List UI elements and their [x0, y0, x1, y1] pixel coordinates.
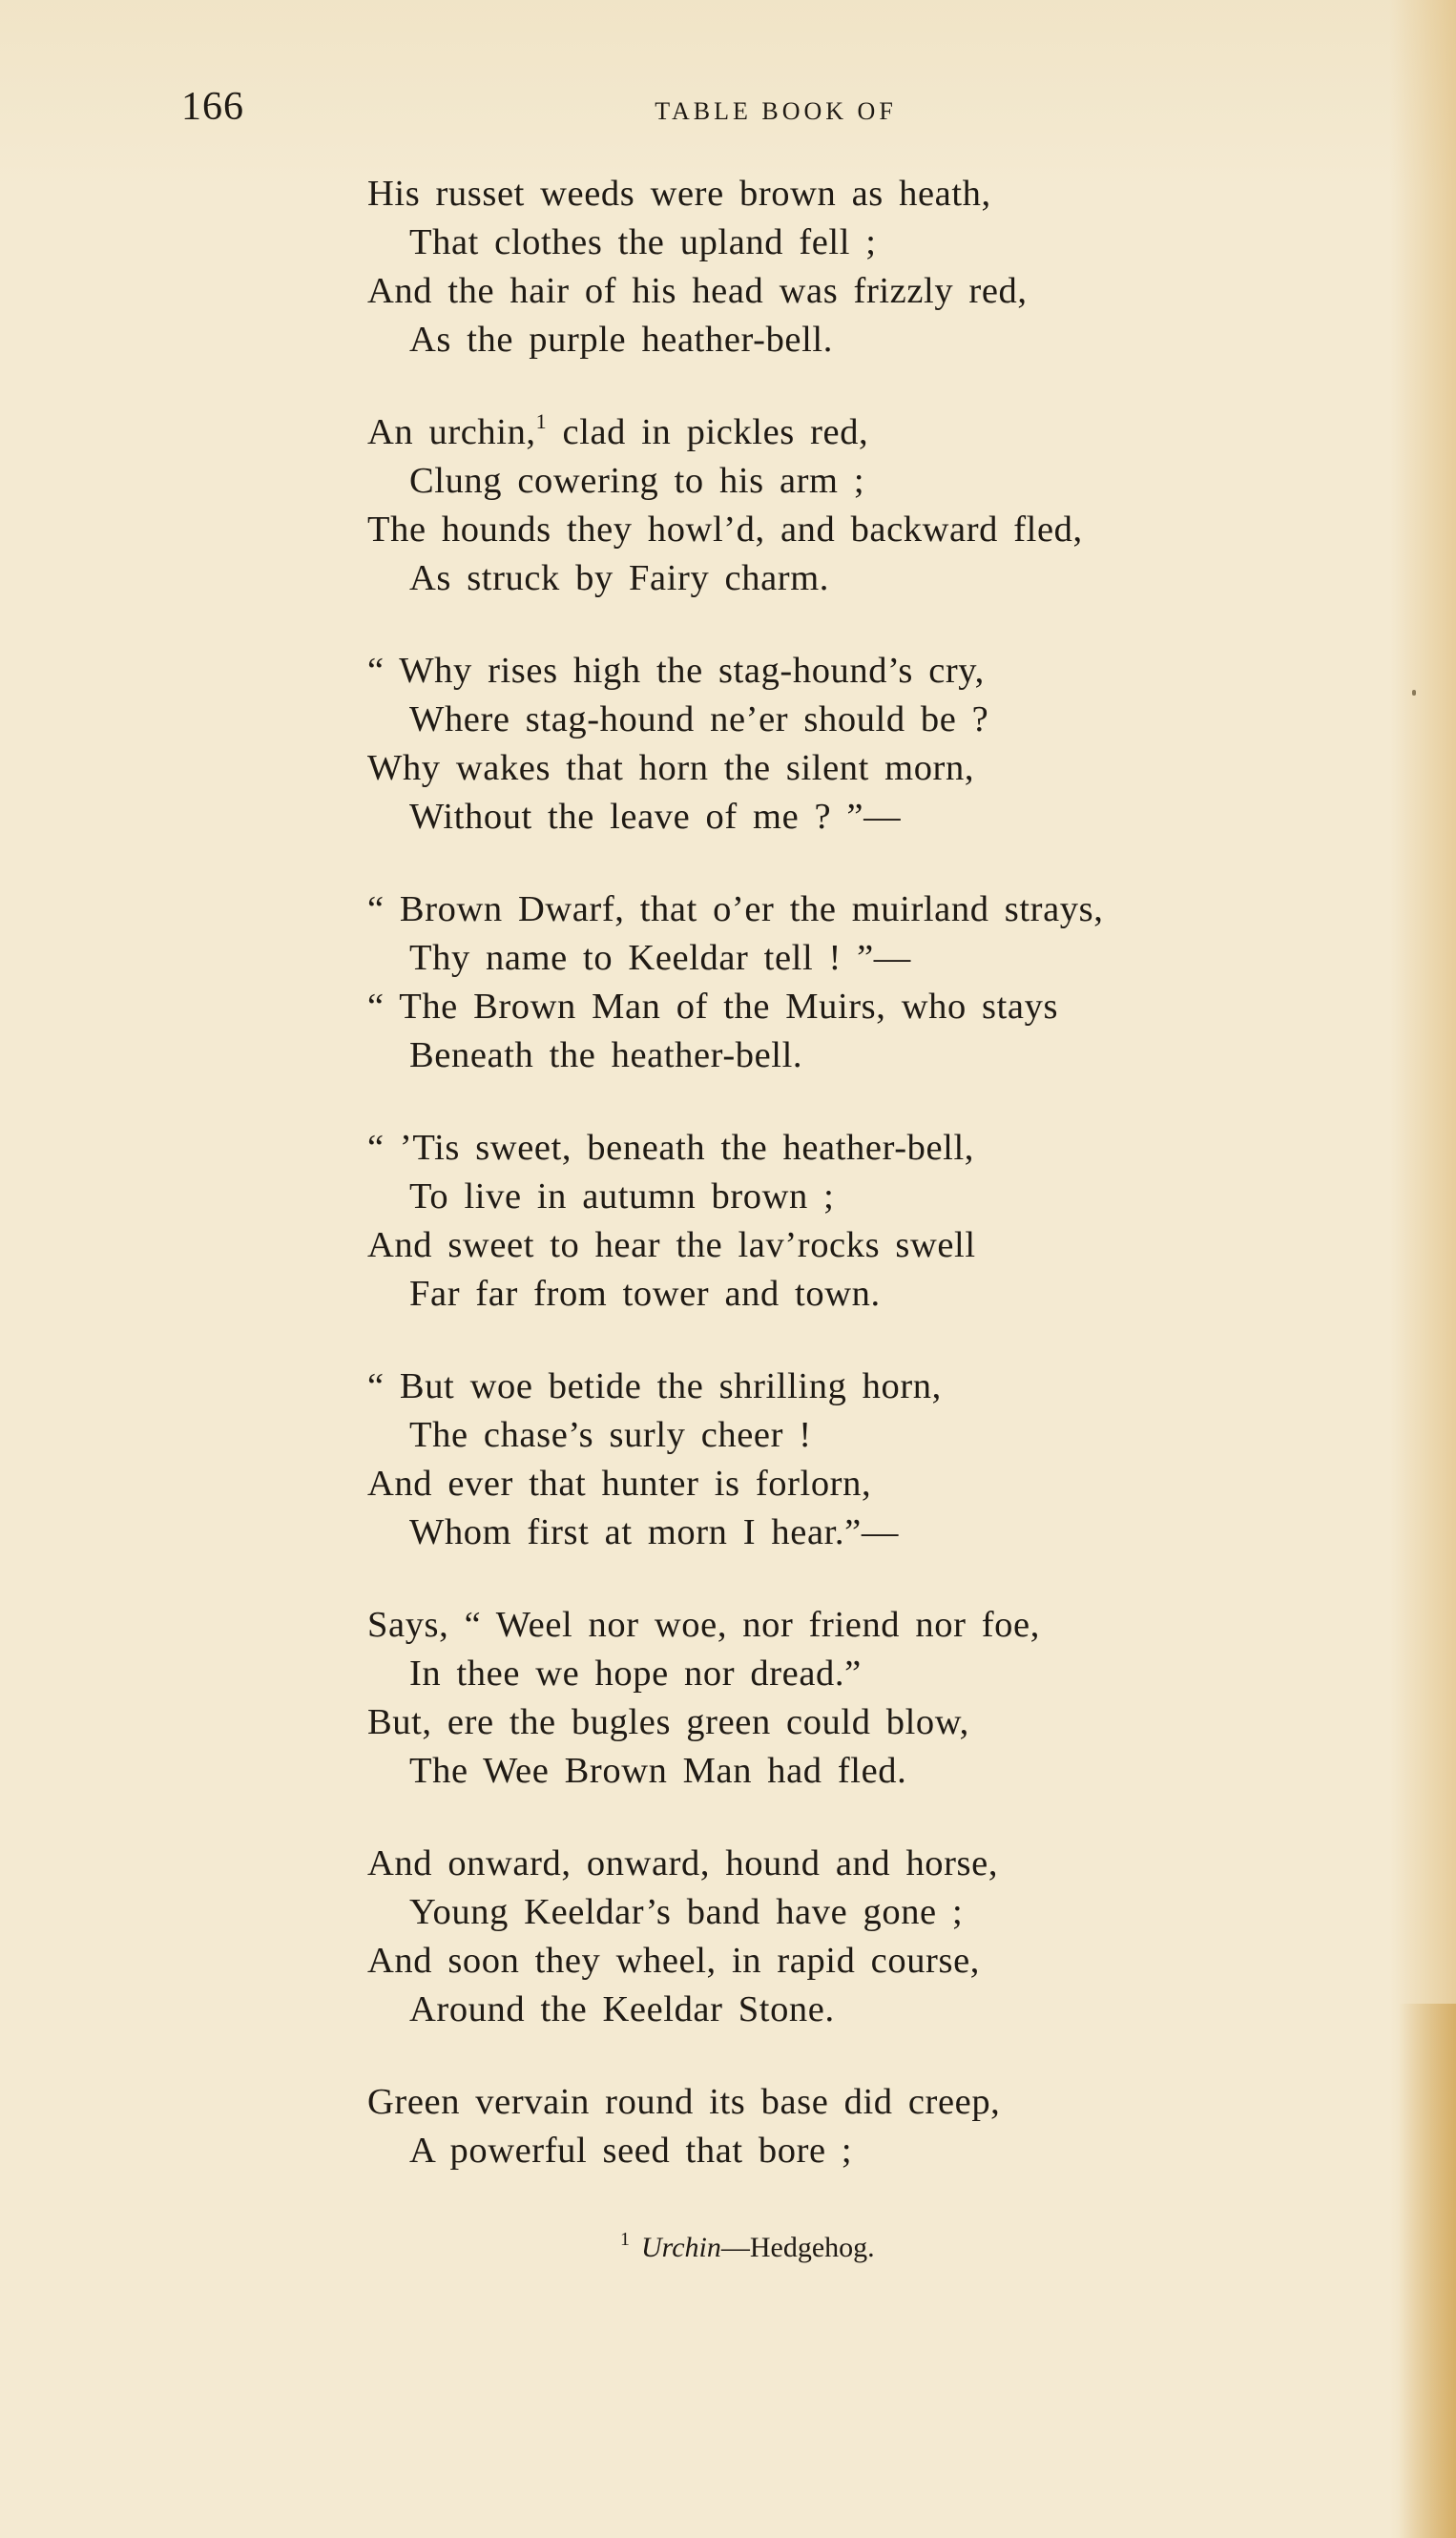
poem-line: The hounds they howl’d, and backward fled, [367, 510, 1083, 550]
footnote-mark: 1 [620, 2229, 630, 2250]
poem-line: To live in autumn brown ; [409, 1176, 835, 1217]
footnote [620, 2229, 875, 2264]
poem-line: And ever that hunter is forlorn, [367, 1464, 872, 1504]
poem-line: Thy name to Keeldar tell ! ”— [409, 938, 911, 978]
poem-line: The Wee Brown Man had fled. [409, 1751, 907, 1791]
stanza [367, 1124, 1321, 1319]
poem-line: “ Brown Dwarf, that o’er the muirland strays, [367, 889, 1104, 929]
poem-body [367, 170, 1321, 2219]
stanza [367, 2078, 1321, 2175]
footnote-term: Urchin [641, 2232, 721, 2263]
poem-line: Why wakes that horn the silent morn, [367, 748, 975, 788]
footnote-definition: —Hedgehog. [720, 2232, 875, 2263]
poem-line: “ ’Tis sweet, beneath the heather-bell, [367, 1128, 974, 1168]
ink-speck [1412, 690, 1416, 696]
poem-line: Young Keeldar’s band have gone ; [409, 1892, 964, 1932]
poem-line: The chase’s surly cheer ! [409, 1415, 812, 1455]
poem-line: And sweet to hear the lav’rocks swell [367, 1225, 976, 1265]
poem-line: As the purple heather-bell. [409, 320, 833, 360]
poem-line: But, ere the bugles green could blow, [367, 1702, 969, 1742]
poem-line: Far far from tower and town. [409, 1274, 881, 1314]
poem-line: “ The Brown Man of the Muirs, who stays [367, 987, 1059, 1027]
poem-line: Around the Keeldar Stone. [409, 1989, 835, 2029]
stanza [367, 1840, 1321, 2034]
poem-line: As struck by Fairy charm. [409, 558, 829, 598]
poem-line: Clung cowering to his arm ; [409, 461, 865, 501]
poem-line: That clothes the upland fell ; [409, 222, 877, 262]
footnote-reference[interactable]: 1 [535, 409, 548, 433]
poem-line: And the hair of his head was frizzly red, [367, 271, 1028, 311]
poem-line: “ But woe betide the shrilling horn, [367, 1366, 942, 1406]
stanza [367, 885, 1321, 1080]
page-edge-stain [1399, 2004, 1456, 2538]
poem-line: In thee we hope nor dread.” [409, 1654, 862, 1694]
poem-line-rest: clad in pickles red, [547, 412, 869, 452]
page-header [181, 84, 1275, 141]
stanza [367, 1601, 1321, 1796]
poem-line: Whom first at morn I hear.”— [409, 1512, 899, 1552]
poem-line-start: An urchin, [367, 412, 536, 452]
running-head: TABLE BOOK OF [655, 97, 897, 125]
poem-line: Says, “ Weel nor woe, nor friend nor foe, [367, 1605, 1040, 1645]
stanza [367, 170, 1321, 364]
stanza [367, 647, 1321, 842]
poem-line: A powerful seed that bore ; [409, 2131, 853, 2171]
poem-line: Green vervain round its base did creep, [367, 2082, 1001, 2122]
poem-line [367, 408, 1321, 457]
stanza [367, 1363, 1321, 1557]
poem-line: His russet weeds were brown as heath, [367, 174, 991, 214]
poem-line: Where stag-hound ne’er should be ? [409, 699, 989, 739]
page-number: 166 [181, 85, 244, 129]
poem-line: Beneath the heather-bell. [409, 1035, 803, 1075]
stanza [367, 408, 1321, 603]
poem-line: “ Why rises high the stag-hound’s cry, [367, 651, 985, 691]
poem-line: And soon they wheel, in rapid course, [367, 1941, 980, 1981]
poem-line: Without the leave of me ? ”— [409, 797, 902, 837]
poem-line: And onward, onward, hound and horse, [367, 1843, 999, 1883]
